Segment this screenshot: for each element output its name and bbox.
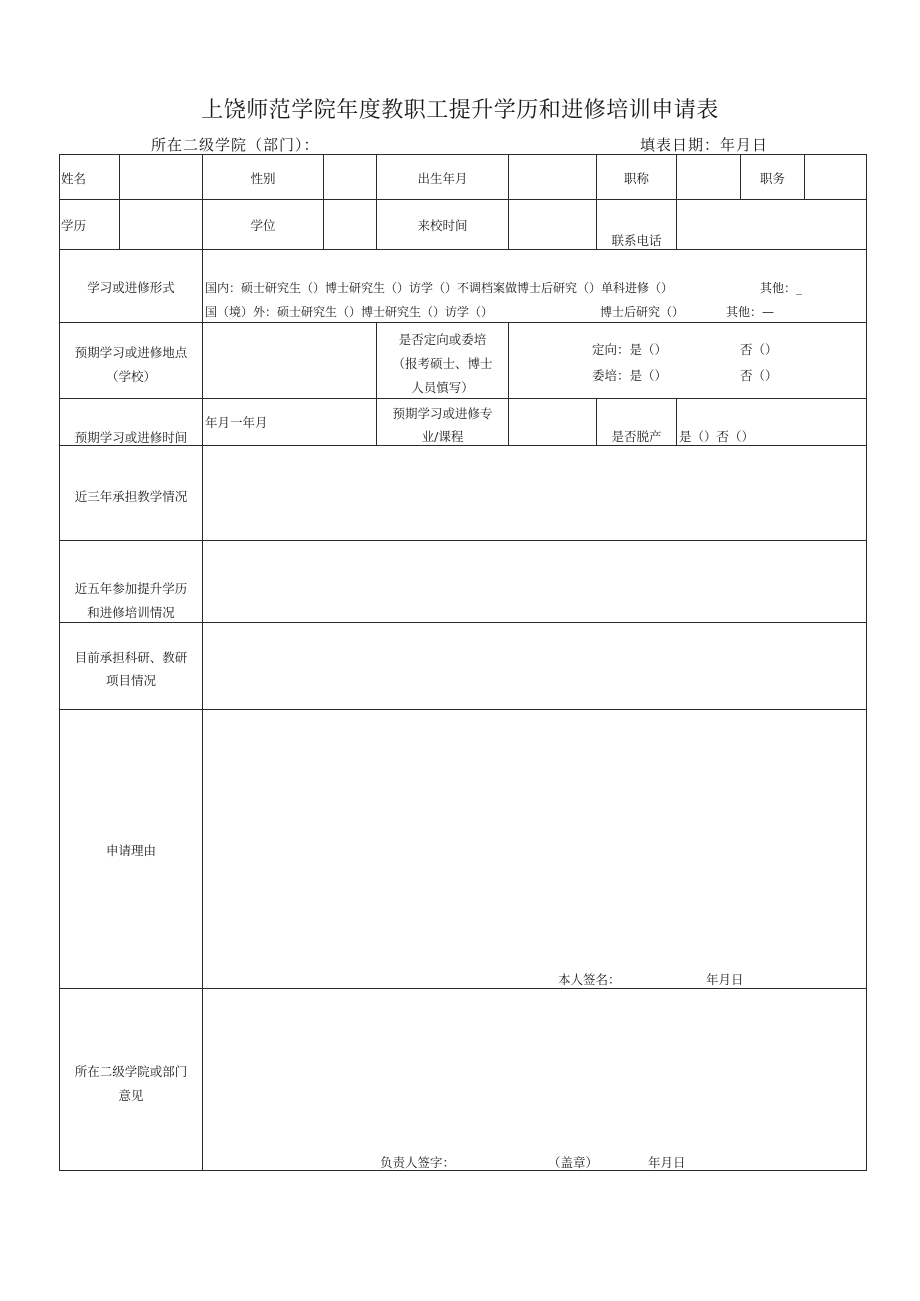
birth-date-label: 出生年月 bbox=[417, 171, 468, 186]
gender-label: 性别 bbox=[250, 171, 276, 186]
department-label: 所在二级学院（部门）： bbox=[151, 136, 320, 154]
research-projects-field[interactable] bbox=[204, 624, 865, 708]
study-form-label: 学习或进修形式 bbox=[87, 280, 175, 295]
entrusted-no-option[interactable]: 否（） bbox=[740, 368, 778, 383]
training-history-label: 近五年参加提升学历 bbox=[74, 581, 188, 596]
form-title: 上饶师范学院年度教职工提升学历和进修培训申请表 bbox=[201, 98, 719, 123]
study-major-field[interactable] bbox=[510, 400, 595, 444]
directed-no-option[interactable]: 否（） bbox=[740, 342, 778, 357]
fill-date-label: 填表日期：年月日 bbox=[640, 136, 769, 154]
directed-yes-option[interactable]: 定向：是（） bbox=[592, 342, 668, 357]
directed-question-label: 是否定向或委培 bbox=[398, 332, 487, 347]
department-opinion-sublabel: 意见 bbox=[118, 1088, 144, 1103]
study-major-sublabel: 业/课程 bbox=[421, 429, 464, 444]
abroad-postdoc-option[interactable]: 博士后研究（） bbox=[600, 305, 685, 319]
leader-signature-label: 负责人签字： bbox=[380, 1155, 456, 1170]
teaching-label: 近三年承担教学情况 bbox=[74, 489, 188, 504]
research-projects-label: 目前承担科研、教研 bbox=[74, 650, 188, 665]
applicant-date-label: 年月日 bbox=[706, 972, 744, 987]
job-title-label: 职称 bbox=[623, 171, 649, 186]
arrival-date-field[interactable] bbox=[510, 201, 595, 248]
phone-field[interactable] bbox=[678, 201, 865, 248]
leader-date-label: 年月日 bbox=[648, 1155, 686, 1170]
domestic-other[interactable]: 其他：_ bbox=[760, 281, 803, 295]
off-work-options[interactable]: 是（）否（） bbox=[679, 429, 755, 444]
department-opinion-label: 所在二级学院或部门 bbox=[74, 1064, 188, 1079]
study-period-label: 预期学习或进修时间 bbox=[74, 430, 188, 445]
study-period-field[interactable]: 年月一年月 bbox=[205, 415, 268, 430]
education-label: 学历 bbox=[61, 218, 87, 233]
arrival-date-label: 来校时间 bbox=[417, 218, 468, 233]
seal-label: （盖章） bbox=[548, 1155, 599, 1170]
training-history-sublabel: 和进修培训情况 bbox=[87, 605, 175, 620]
research-projects-sublabel: 项目情况 bbox=[105, 673, 156, 688]
birth-date-field[interactable] bbox=[510, 156, 595, 198]
department-opinion-field[interactable] bbox=[204, 990, 865, 1140]
study-location-sublabel: （学校） bbox=[105, 369, 156, 384]
position-label: 职务 bbox=[759, 171, 785, 186]
training-history-field[interactable] bbox=[204, 542, 865, 621]
degree-label: 学位 bbox=[250, 218, 276, 233]
gender-field[interactable] bbox=[325, 156, 375, 198]
off-work-label: 是否脱产 bbox=[611, 429, 662, 444]
study-location-label: 预期学习或进修地点 bbox=[74, 345, 188, 360]
education-field[interactable] bbox=[121, 201, 201, 248]
study-location-field[interactable] bbox=[204, 324, 375, 397]
job-title-field[interactable] bbox=[678, 156, 739, 198]
name-label: 姓名 bbox=[61, 171, 87, 186]
study-major-label: 预期学习或进修专 bbox=[392, 406, 493, 421]
phone-label: 联系电话 bbox=[611, 233, 662, 248]
name-field[interactable] bbox=[121, 156, 201, 198]
directed-question-note: （报考硕士、博士 bbox=[392, 356, 493, 371]
degree-field[interactable] bbox=[325, 201, 375, 248]
abroad-other[interactable]: 其他：— bbox=[726, 305, 775, 319]
domestic-options[interactable]: 国内：硕士研究生（）博士研究生（）访学（）不调档案做博士后研究（）单科进修（） bbox=[205, 281, 674, 295]
teaching-field[interactable] bbox=[204, 447, 865, 539]
position-field[interactable] bbox=[806, 156, 865, 198]
applicant-signature-label: 本人签名： bbox=[558, 972, 621, 987]
reason-label: 申请理由 bbox=[105, 843, 156, 858]
directed-question-note-2: 人员慎写） bbox=[411, 380, 474, 395]
entrusted-yes-option[interactable]: 委培：是（） bbox=[592, 368, 668, 383]
reason-field[interactable] bbox=[204, 711, 865, 961]
abroad-options[interactable]: 国（境）外：硕士研究生（）博士研究生（）访学（） bbox=[205, 305, 494, 319]
